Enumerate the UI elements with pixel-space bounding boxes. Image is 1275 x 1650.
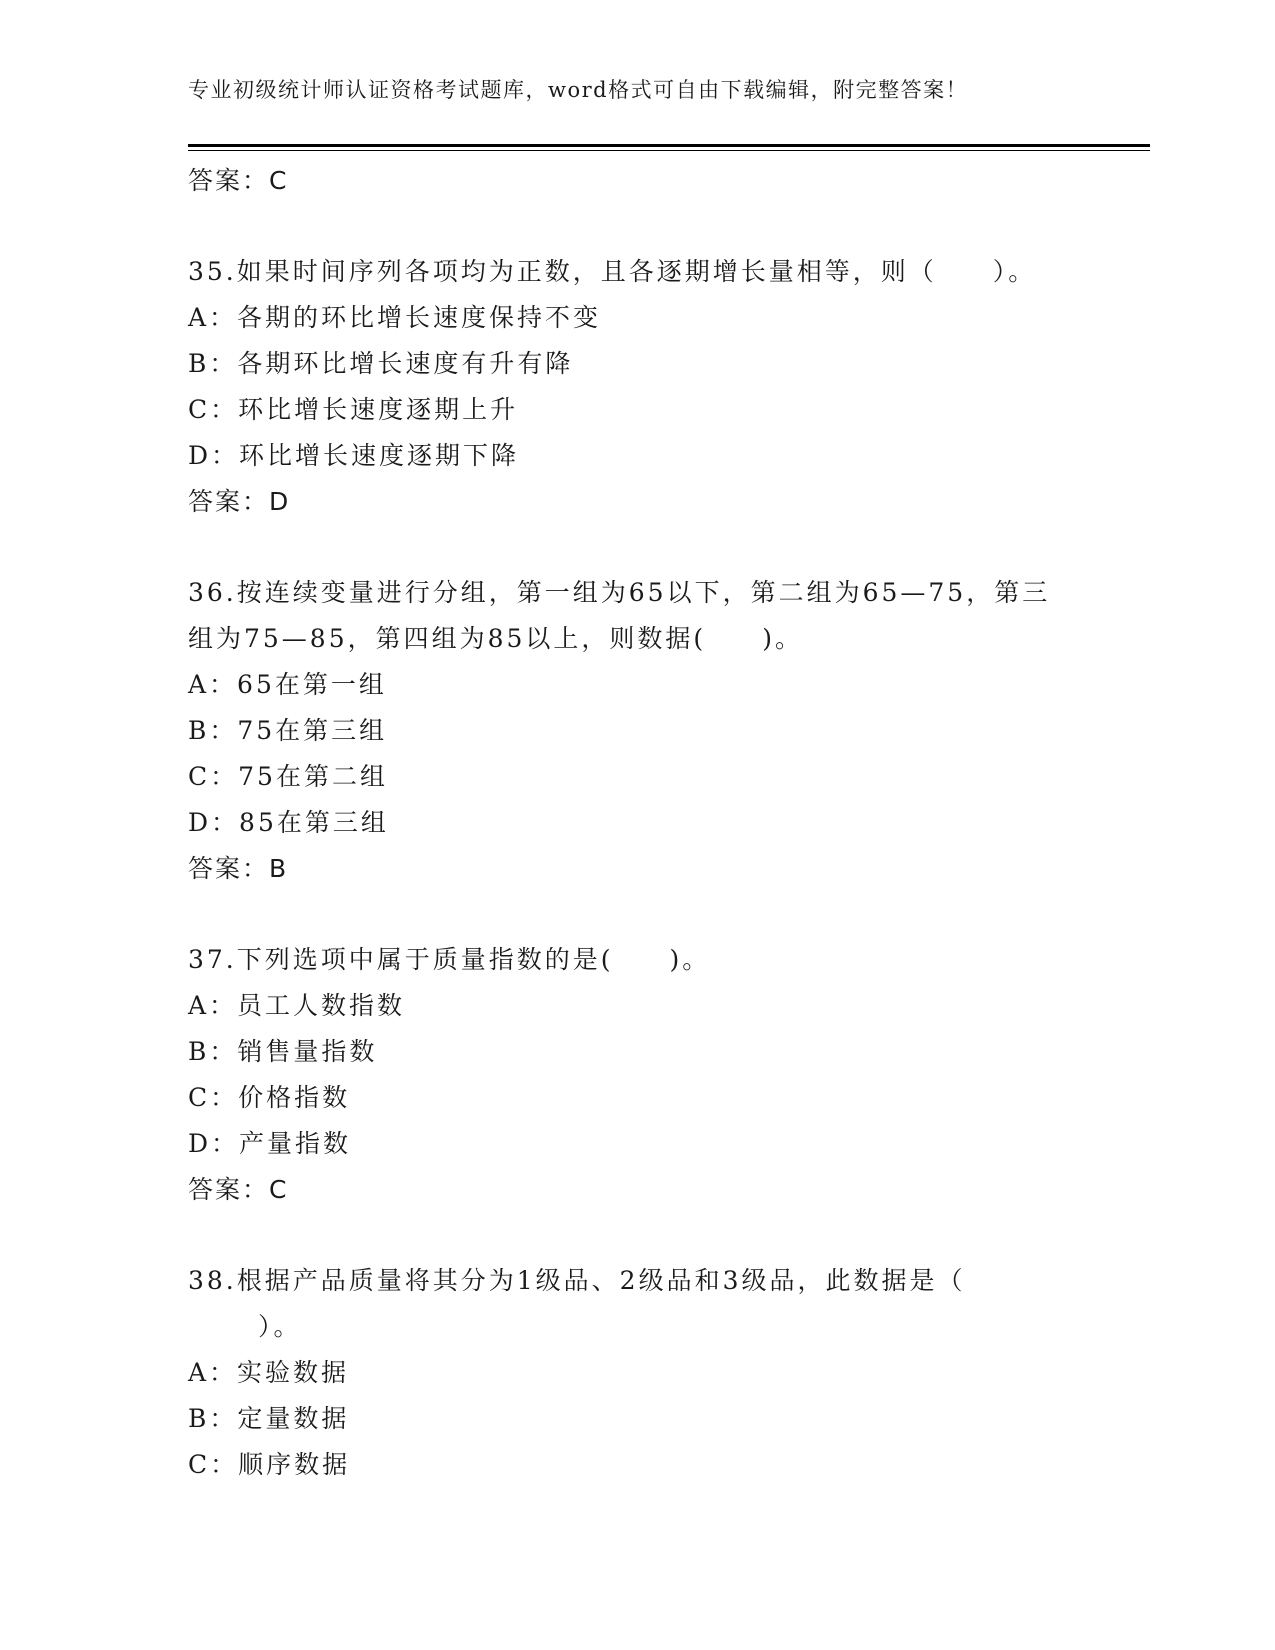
option-a: A：实验数据 bbox=[188, 1358, 350, 1387]
page-header: 专业初级统计师认证资格考试题库，word格式可自由下载编辑，附完整答案！ bbox=[188, 78, 969, 102]
option-b: B：各期环比增长速度有升有降 bbox=[188, 349, 574, 378]
spacer bbox=[188, 1213, 1088, 1258]
spacer bbox=[188, 892, 1088, 937]
question-stem-line-1: 36.按连续变量进行分组，第一组为65以下，第二组为65—75，第三 bbox=[188, 578, 1051, 607]
option-a: A：65在第一组 bbox=[188, 670, 387, 699]
option-d: D：85在第三组 bbox=[188, 808, 389, 837]
option-c: C：75在第二组 bbox=[188, 762, 388, 791]
question-stem-line-2: 组为75—85，第四组为85以上，则数据( )。 bbox=[188, 624, 803, 653]
question-stem-line-2: ）。 bbox=[258, 1312, 302, 1341]
question-37 bbox=[188, 937, 1088, 1213]
question-list bbox=[188, 158, 1088, 1488]
header-rule-thick bbox=[188, 144, 1150, 147]
option-c: C：价格指数 bbox=[188, 1083, 351, 1112]
answer-line: 答案：D bbox=[188, 487, 291, 516]
option-c: C：环比增长速度逐期上升 bbox=[188, 395, 519, 424]
option-b: B：销售量指数 bbox=[188, 1037, 378, 1066]
option-c: C：顺序数据 bbox=[188, 1450, 351, 1479]
option-a: A：员工人数指数 bbox=[188, 991, 406, 1020]
question-38 bbox=[188, 1258, 1088, 1488]
answer-line: 答案：C bbox=[188, 166, 289, 195]
option-b: B：定量数据 bbox=[188, 1404, 350, 1433]
question-stem: 37.下列选项中属于质量指数的是( )。 bbox=[188, 945, 711, 974]
answer-line: 答案：C bbox=[188, 1175, 289, 1204]
answer-line: 答案：B bbox=[188, 854, 289, 883]
question-36 bbox=[188, 570, 1088, 892]
question-35 bbox=[188, 249, 1088, 525]
question-stem-line-1: 38.根据产品质量将其分为1级品、2级品和3级品，此数据是（ bbox=[188, 1266, 966, 1295]
option-b: B：75在第三组 bbox=[188, 716, 388, 745]
option-d: D：环比增长速度逐期下降 bbox=[188, 441, 520, 470]
option-a: A：各期的环比增长速度保持不变 bbox=[188, 303, 602, 332]
spacer bbox=[188, 525, 1088, 570]
option-d: D：产量指数 bbox=[188, 1129, 352, 1158]
spacer bbox=[188, 204, 1088, 249]
question-stem: 35.如果时间序列各项均为正数，且各逐期增长量相等，则（ ）。 bbox=[188, 257, 1037, 286]
header-rule-thin bbox=[188, 150, 1150, 151]
